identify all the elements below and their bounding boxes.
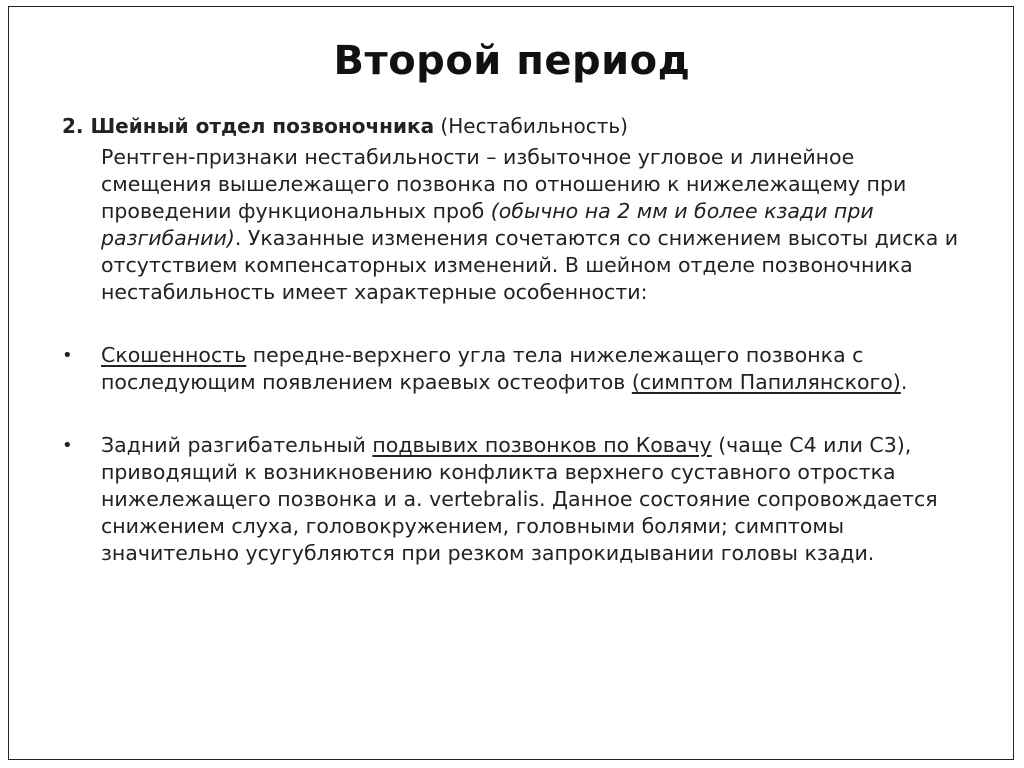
bullet-text: (чаще С4 или С3), приводящий к возникновению конфликта верхнего суставного отростка нижележащего позвонка и a. vertebralis. Данное состояние сопровождается снижением слуха, головокружением, головными болями; симптомы значительно усугубляются при резком запрокидывании головы кзади. (101, 433, 938, 565)
intro-paragraph-italic: (обычно на 2 мм и более кзади при разгибании) (101, 199, 874, 250)
bullet-text: Задний разгибательный (101, 433, 373, 457)
slide-content (62, 112, 962, 567)
intro-paragraph (101, 144, 962, 306)
section-heading-bold: 2. Шейный отдел позвоночника (62, 114, 435, 138)
bullet-term: Скошенность (101, 343, 247, 367)
slide-title: Второй период (333, 38, 691, 84)
bullet-term: подвывих позвонков по Ковачу (372, 433, 712, 457)
bullet-term: (симптом Папилянского) (631, 370, 901, 394)
bullet-list (62, 342, 962, 567)
section-heading-note: (Нестабильность) (434, 114, 628, 138)
intro-paragraph-text-1: Рентген-признаки нестабильности – избыточное угловое и линейное смещения вышележащего позвонка по отношению к нижележащему при проведении функциональных проб (101, 145, 907, 223)
intro-paragraph-text-2: . Указанные изменения сочетаются со снижением высоты диска и отсутствием компенсаторных изменений. В шейном отделе позвоночника нестабильность имеет характерные особенности: (101, 226, 959, 304)
bullet-marker: • (62, 435, 73, 456)
bullet-item (62, 342, 962, 396)
bullet-marker: • (62, 345, 73, 366)
bullet-item (62, 432, 962, 567)
section-heading (62, 112, 962, 140)
bullet-text: передне-верхнего угла тела нижележащего позвонка с последующим появлением краевых остеофитов (101, 343, 864, 394)
bullet-text: . (900, 370, 908, 394)
